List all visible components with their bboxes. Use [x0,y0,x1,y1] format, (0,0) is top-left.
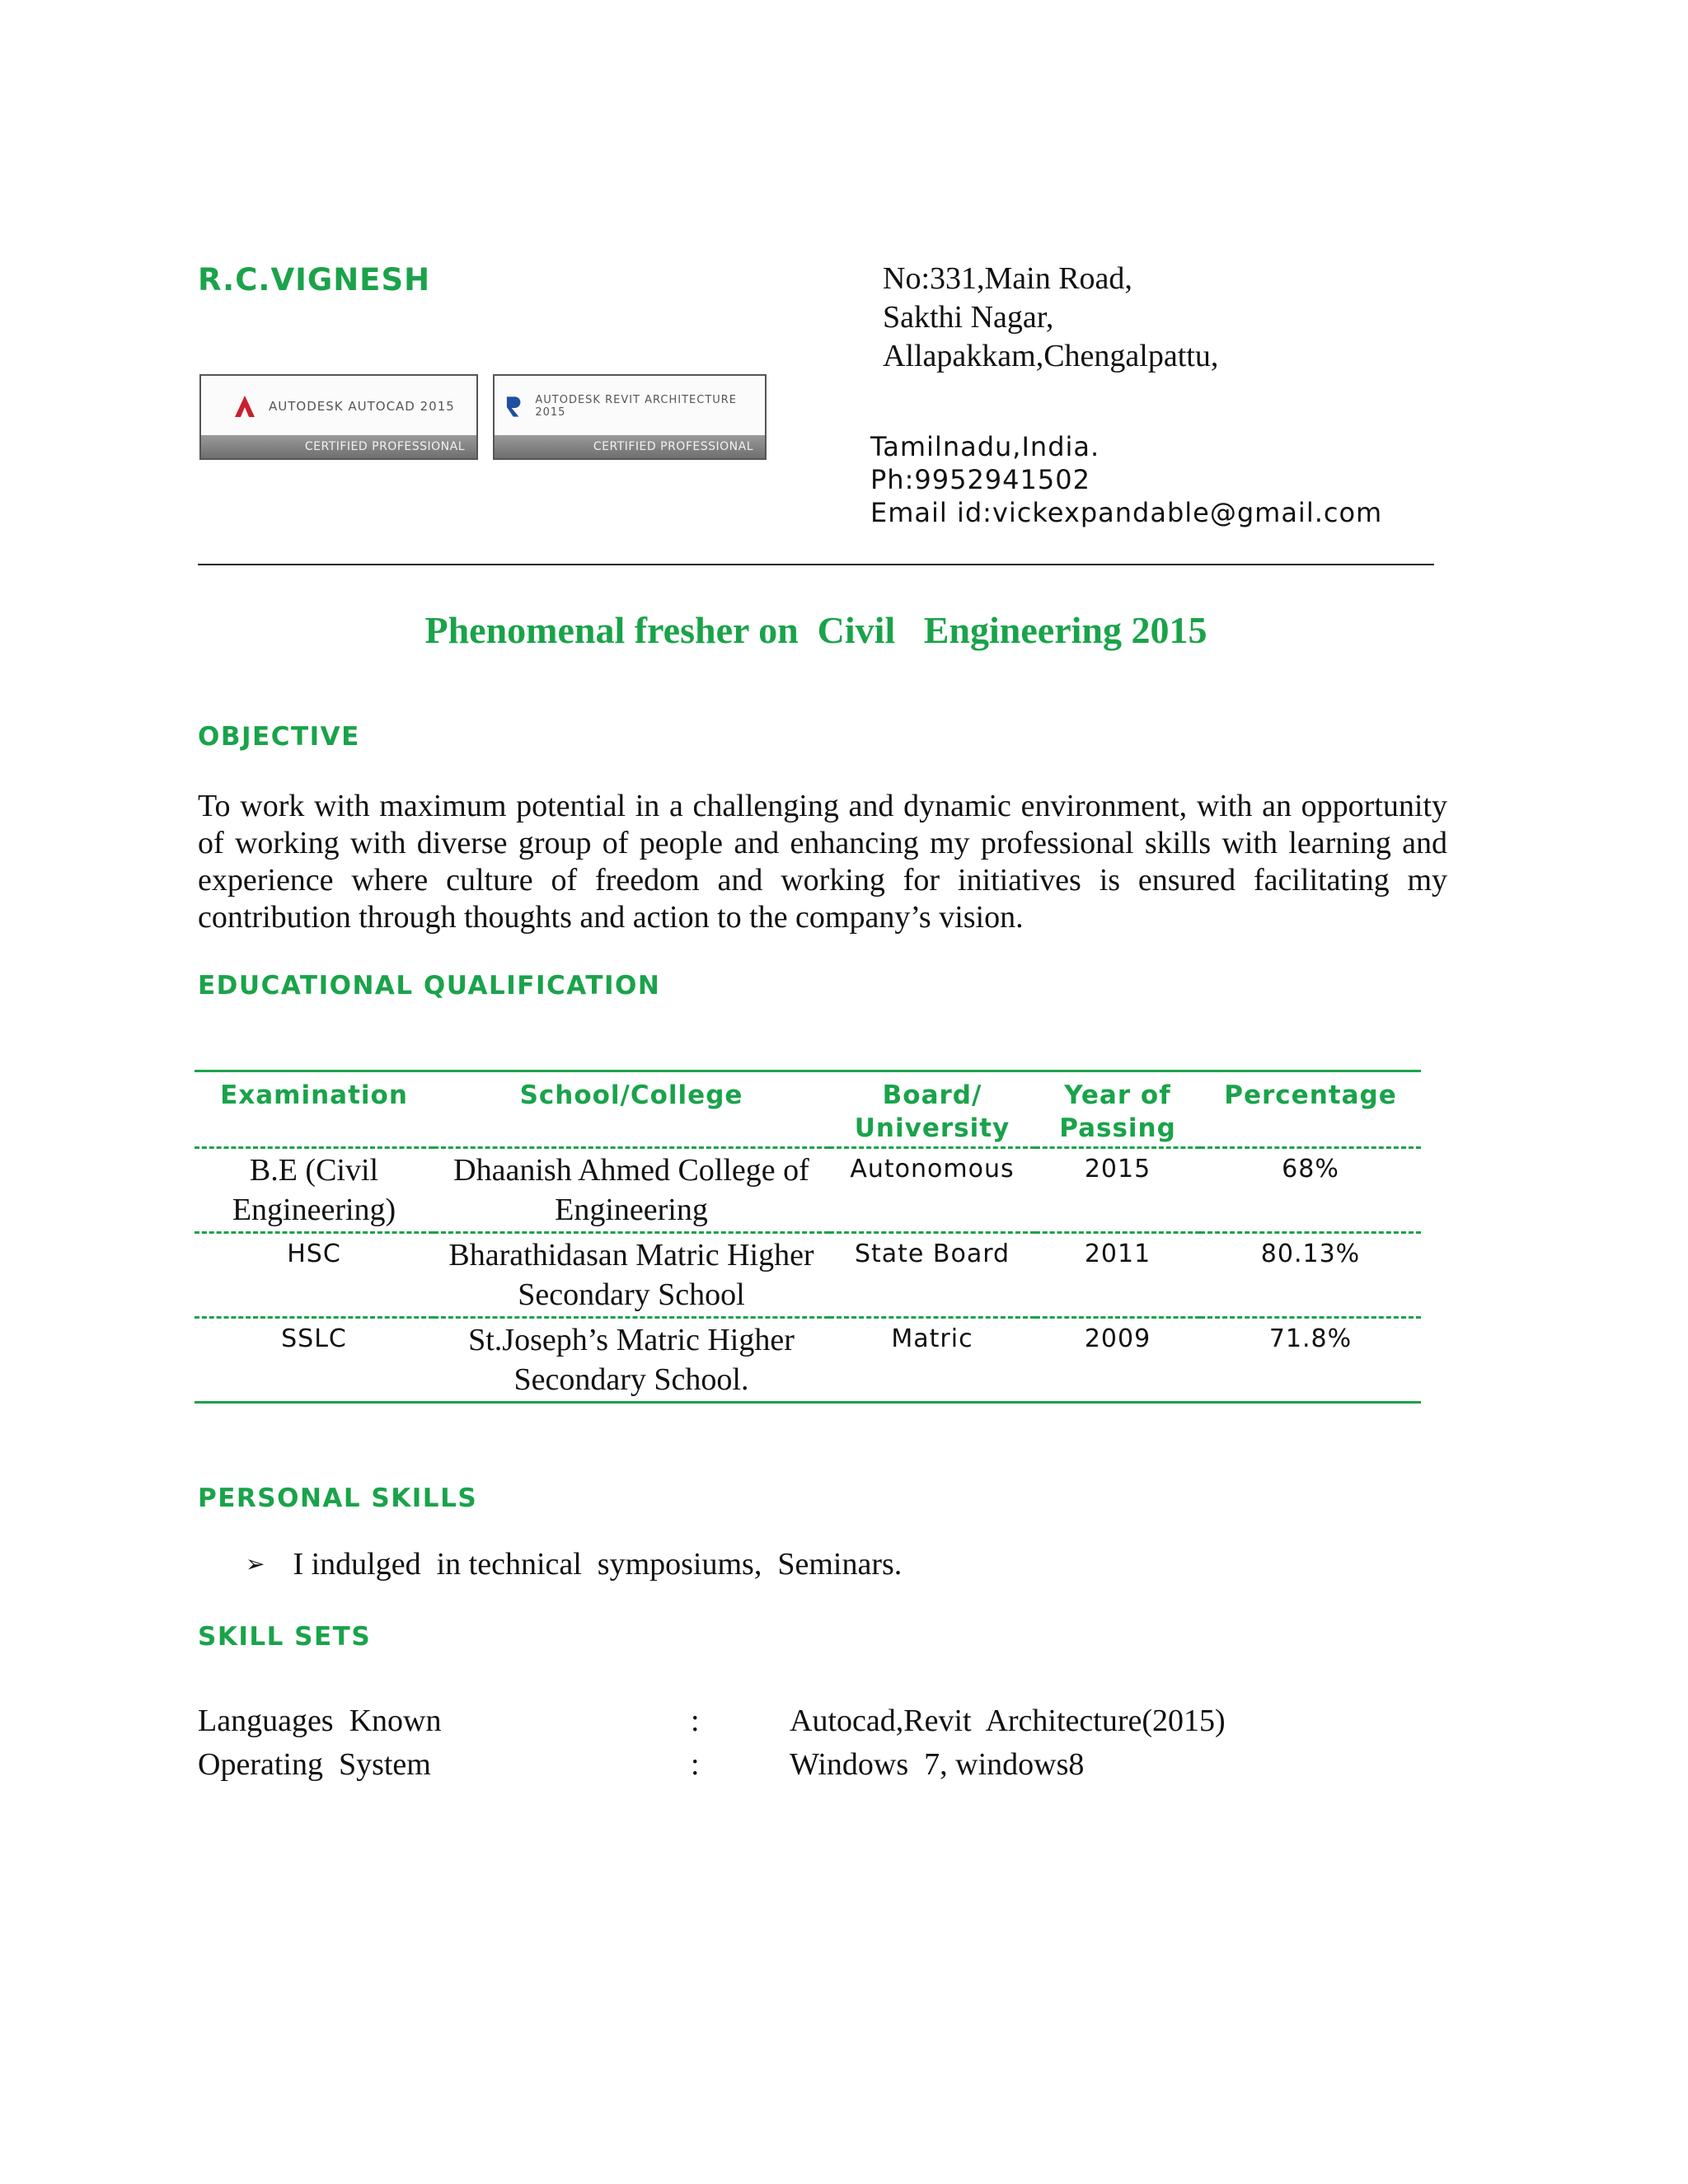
candidate-name: R.C.VIGNESH [198,262,431,298]
cell-year: 2009 [1084,1324,1151,1353]
cell-exam: HSC [195,1233,434,1318]
column-header-percentage: Percentage [1200,1071,1421,1148]
address-line: No:331,Main Road, [883,261,1132,296]
column-header-year: Year of Passing [1035,1071,1200,1148]
skill-label-languages: Languages Known [198,1704,442,1738]
autocad-certification-badge [199,374,478,460]
header-divider [198,564,1434,565]
cell-board: Autonomous [829,1148,1035,1233]
contact-email: Email id:vickexpandable@gmail.com [870,497,1383,528]
personal-skills-heading: PERSONAL SKILLS [198,1483,478,1513]
cell-board: Matric [891,1324,973,1353]
column-header-examination: Examination [195,1071,434,1148]
address-line: Allapakkam,Chengalpattu, [883,339,1219,373]
cell-exam: SSLC [281,1324,347,1353]
table-row [195,1318,1421,1403]
education-table-header [195,1071,1421,1148]
skill-separator: : [691,1704,700,1738]
arrow-bullet-icon: ➢ [246,1552,265,1577]
skill-separator: : [691,1747,700,1782]
column-header-board: Board/ University [829,1071,1035,1148]
autocad-logo-icon [234,394,256,419]
skill-sets-heading: SKILL SETS [198,1622,372,1652]
headline: Phenomenal fresher on Civil Engineering 2015 [424,609,1207,651]
cell-school: St.Joseph’s Matric Higher Secondary School. [468,1323,795,1397]
cell-percentage: 71.8% [1268,1324,1353,1353]
address-line: Sakthi Nagar, [883,300,1054,335]
contact-block [870,430,1382,529]
cell-board: State Board [829,1233,1035,1318]
cell-year: 2015 [1035,1148,1200,1233]
badge-brand: AUTODESK REVIT ARCHITECTURE 2015 [535,394,738,419]
address-block [883,260,1218,376]
revit-certification-badge [493,374,767,460]
badge-brand: AUTODESK AUTOCAD 2015 [269,399,455,414]
cell-year: 2011 [1035,1233,1200,1318]
cell-percentage: 68% [1200,1148,1421,1233]
skill-value-languages: Autocad,Revit Architecture(2015) [790,1704,1226,1738]
badge-label: CERTIFIED PROFESSIONAL [495,435,765,458]
education-heading: EDUCATIONAL QUALIFICATION [198,971,661,1001]
cell-school: Dhaanish Ahmed College of Engineering [434,1148,829,1233]
badge-label: CERTIFIED PROFESSIONAL [201,435,476,458]
objective-text: To work with maximum potential in a challenging and dynamic environment, with an opportunity of working with diverse group of people and enhancing my professional skills with learning and experience where culture of freedom and working for initiatives is ensured facilitating my contribution through thoughts and action to the company’s vision. [198,789,1447,935]
column-header-school: School/College [434,1071,829,1148]
contact-phone: Ph:9952941502 [870,464,1090,495]
revit-logo-icon [504,394,522,419]
list-item [246,1546,902,1582]
table-row [195,1148,1421,1233]
skill-value-os: Windows 7, windows8 [790,1747,1085,1782]
personal-skill-text: I indulged in technical symposiums, Seminars. [293,1547,903,1582]
education-table [195,1070,1421,1404]
skill-label-os: Operating System [198,1747,431,1782]
table-row [195,1233,1421,1318]
cell-school: Bharathidasan Matric Higher Secondary School [434,1233,829,1318]
objective-heading: OBJECTIVE [198,722,360,752]
contact-location: Tamilnadu,India. [870,431,1100,462]
cell-exam: B.E (Civil Engineering) [195,1148,434,1233]
cell-percentage: 80.13% [1200,1233,1421,1318]
